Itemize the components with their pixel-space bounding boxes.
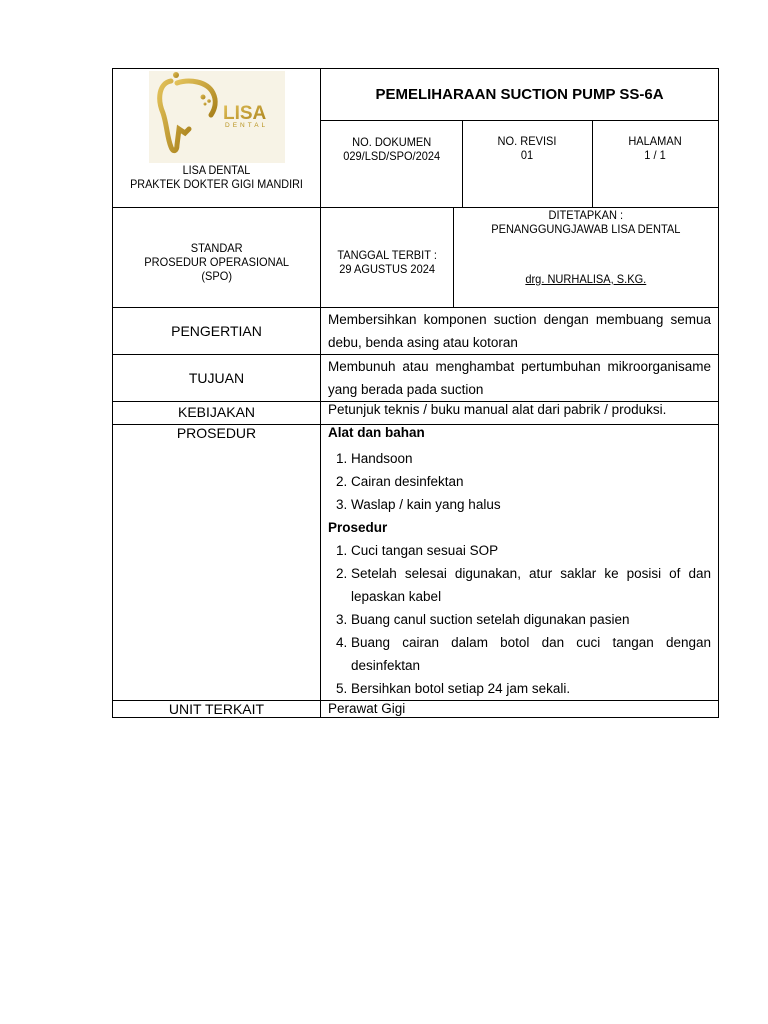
svg-text:DENTAL: DENTAL <box>224 122 268 129</box>
document-title: PEMELIHARAAN SUCTION PUMP SS-6A <box>321 69 719 121</box>
document-meta-cell <box>321 121 719 208</box>
spo-label-cell: STANDAR PROSEDUR OPERASIONAL (SPO) <box>113 208 321 308</box>
prosedur-label: PROSEDUR <box>113 425 321 701</box>
ditetapkan-cell: DITETAPKAN : PENANGGUNGJAWAB LISA DENTAL drg. NURHALISA, S.KG. <box>453 208 718 308</box>
unit-terkait-label: UNIT TERKAIT <box>113 701 321 718</box>
no-dokumen: NO. DOKUMEN 029/LSD/SPO/2024 <box>342 135 440 163</box>
alat-heading: Alat dan bahan <box>328 425 425 440</box>
kebijakan-label: KEBIJAKAN <box>113 402 321 425</box>
tanggal-terbit: TANGGAL TERBIT : 29 AGUSTUS 2024 <box>321 208 454 308</box>
unit-terkait-text: Perawat Gigi <box>321 701 719 718</box>
alat-list <box>328 447 711 516</box>
clinic-description: PRAKTEK DOKTER GIGI MANDIRI <box>130 177 303 191</box>
list-item: 1. Cuci tangan sesuai SOP <box>351 539 711 562</box>
prosedur-list <box>328 539 711 700</box>
tujuan-text: Membunuh atau menghambat pertumbuhan mikroorganisame yang berada pada suction <box>321 355 719 402</box>
list-item: 2. Cairan desinfektan <box>351 470 711 493</box>
clinic-name: LISA DENTAL <box>182 163 251 177</box>
lisa-dental-logo <box>149 71 285 163</box>
halaman: HALAMAN 1 / 1 <box>592 121 718 207</box>
logo-cell <box>113 69 321 208</box>
spo-document-table <box>112 68 719 718</box>
list-item: 1. Handsoon <box>351 447 711 470</box>
list-item: 4. Buang cairan dalam botol dan cuci tangan dengan desinfektan <box>351 631 711 677</box>
list-item: 3. Waslap / kain yang halus <box>351 493 711 516</box>
signatory-name: drg. NURHALISA, S.KG. <box>525 272 647 286</box>
pengertian-label: PENGERTIAN <box>113 308 321 355</box>
prosedur-content <box>321 425 719 701</box>
svg-text:LISA: LISA <box>222 103 266 124</box>
list-item: 5. Bersihkan botol setiap 24 jam sekali. <box>351 677 711 700</box>
list-item: 3. Buang canul suction setelah digunakan pasien <box>351 608 711 631</box>
prosedur-heading: Prosedur <box>328 520 388 535</box>
kebijakan-text: Petunjuk teknis / buku manual alat dari pabrik / produksi. <box>321 402 719 425</box>
pengertian-text: Membersihkan komponen suction dengan membuang semua debu, benda asing atau kotoran <box>321 308 719 355</box>
no-revisi: NO. REVISI 01 <box>462 121 592 207</box>
tujuan-label: TUJUAN <box>113 355 321 402</box>
tooth-logo-icon <box>149 71 285 163</box>
list-item: 2. Setelah selesai digunakan, atur saklar ke posisi of dan lepaskan kabel <box>351 562 711 608</box>
